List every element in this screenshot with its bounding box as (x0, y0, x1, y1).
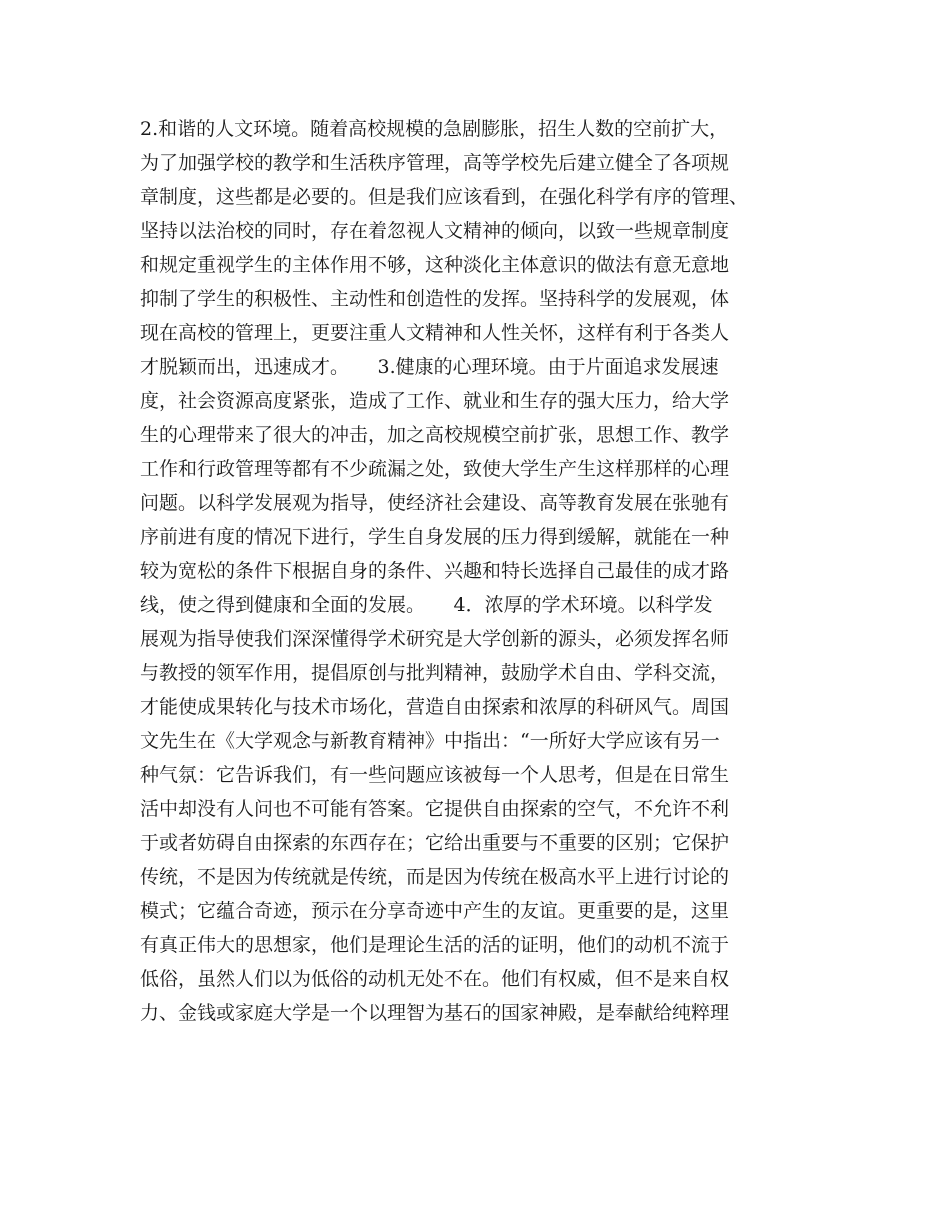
text-line: 种气氛：它告诉我们，有一些问题应该被每一个人思考，但是在日常生 (140, 764, 730, 786)
text-line: 较为宽松的条件下根据自身的条件、兴趣和特长选择自己最佳的成才路 (140, 560, 730, 582)
text-line: 坚持以法治校的同时，存在着忽视人文精神的倾向，以致一些规章制度 (140, 220, 730, 242)
text-line: 才脱颖而出，迅速成才。 3.健康的心理环境。由于片面追求发展速 (140, 356, 719, 378)
text-line: 度，社会资源高度紧张，造成了工作、就业和生存的强大压力，给大学 (140, 390, 730, 412)
text-line: 抑制了学生的积极性、主动性和创造性的发挥。坚持科学的发展观，体 (140, 288, 730, 310)
text-line: 序前进有度的情况下进行，学生自身发展的压力得到缓解，就能在一种 (140, 526, 730, 548)
text-line: 于或者妨碍自由探索的东西存在；它给出重要与不重要的区别；它保护 (140, 832, 730, 854)
text-line: 与教授的领军作用，提倡原创与批判精神，鼓励学术自由、学科交流， (140, 662, 730, 684)
text-line: 有真正伟大的思想家，他们是理论生活的活的证明，他们的动机不流于 (140, 934, 730, 956)
body-text (140, 112, 830, 1030)
text-line: 生的心理带来了很大的冲击，加之高校规模空前扩张，思想工作、教学 (140, 424, 730, 446)
text-line: 现在高校的管理上，更要注重人文精神和人性关怀，这样有利于各类人 (140, 322, 730, 344)
text-line: 模式；它蕴合奇迹，预示在分享奇迹中产生的友谊。更重要的是，这里 (140, 900, 730, 922)
text-line: 2.和谐的人文环境。随着高校规模的急剧膨胀，招生人数的空前扩大， (140, 118, 729, 140)
text-line: 传统，不是因为传统就是传统，而是因为传统在极高水平上进行讨论的 (140, 866, 730, 888)
text-line: 展观为指导使我们深深懂得学术研究是大学创新的源头，必须发挥名师 (140, 628, 730, 650)
text-line: 线，使之得到健康和全面的发展。 4．浓厚的学术环境。以科学发 (140, 594, 713, 616)
text-line: 章制度，这些都是必要的。但是我们应该看到，在强化科学有序的管理、 (140, 186, 749, 208)
text-line: 和规定重视学生的主体作用不够，这种淡化主体意识的做法有意无意地 (140, 254, 730, 276)
text-line: 才能使成果转化与技术市场化，营造自由探索和浓厚的科研风气。周国 (140, 696, 730, 718)
text-line: 为了加强学校的教学和生活秩序管理，高等学校先后建立健全了各项规 (140, 152, 730, 174)
text-line: 文先生在《大学观念与新教育精神》中指出：“一所好大学应该有另一 (140, 730, 720, 752)
text-line: 力、金钱或家庭大学是一个以理智为基石的国家神殿，是奉献给纯粹理 (140, 1002, 730, 1024)
text-line: 工作和行政管理等都有不少疏漏之处，致使大学生产生这样那样的心理 (140, 458, 730, 480)
text-line: 活中却没有人问也不可能有答案。它提供自由探索的空气，不允许不利 (140, 798, 730, 820)
text-line: 问题。以科学发展观为指导，使经济社会建设、高等教育发展在张驰有 (140, 492, 730, 514)
text-line: 低俗，虽然人们以为低俗的动机无处不在。他们有权威，但不是来自权 (140, 968, 730, 990)
